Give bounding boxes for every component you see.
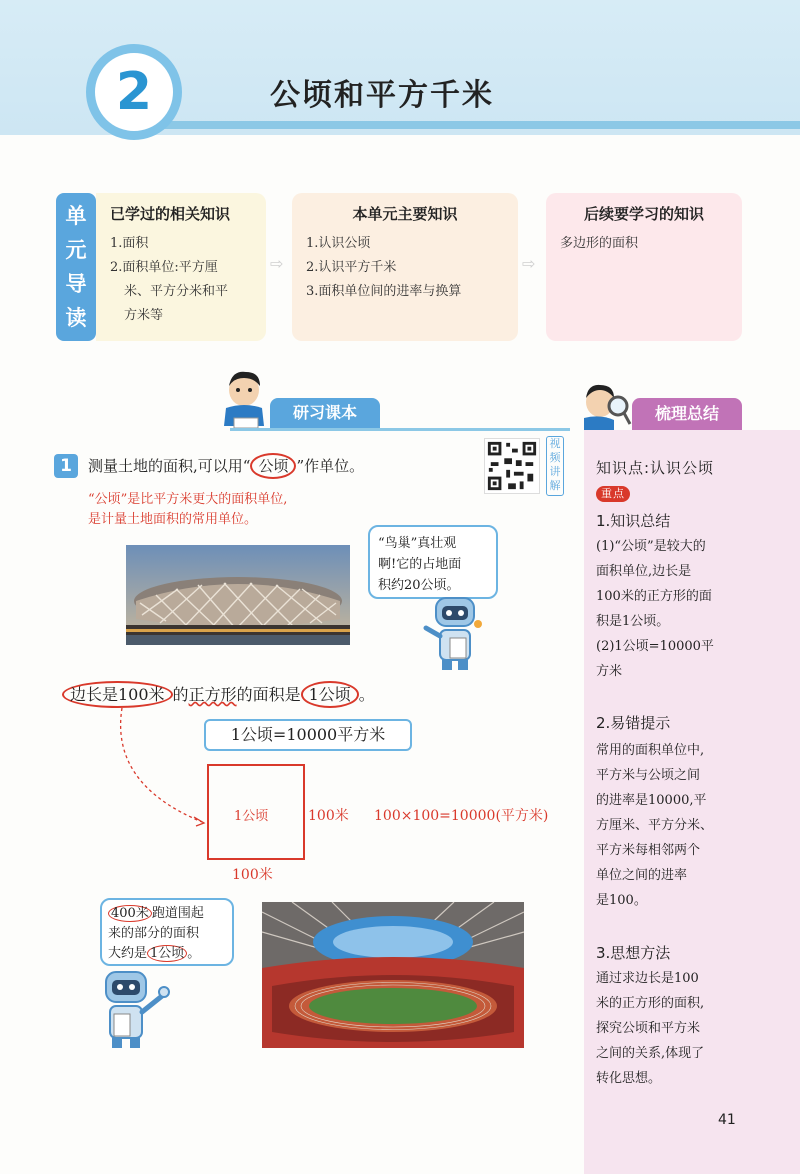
question-text <box>88 455 364 476</box>
summary-section-body <box>596 966 746 1091</box>
summary-line: 米的正方形的面积, <box>596 996 705 1011</box>
bubble-line <box>108 904 226 924</box>
summary-line: 之间的关系,体现了 <box>596 1046 705 1061</box>
summary-line: (1)“公顷”是较大的 <box>596 539 706 554</box>
definition-line: “公顷”是比平方米更大的面积单位, <box>88 492 288 507</box>
main-knowledge-box <box>292 193 518 341</box>
summary-line: (2)1公顷=10000平 <box>596 639 714 654</box>
dotted-arrow-icon <box>110 704 210 828</box>
summary-section-title: 3.思想方法 <box>596 944 671 962</box>
summary-line: 单位之间的进率 <box>596 868 688 883</box>
chapter-number: 2 <box>115 62 153 122</box>
unit-guide-char: 导 <box>65 271 87 296</box>
summary-section-body <box>596 738 746 913</box>
bubble-line: 啊!它的占地面 <box>378 557 462 572</box>
main-line: 3.面积单位间的进率与换算 <box>306 284 462 299</box>
main-knowledge-title: 本单元主要知识 <box>352 205 458 223</box>
unit-guide-tab <box>56 193 96 341</box>
side-length-bottom: 100米 <box>232 867 273 883</box>
hectare-definition-sentence <box>62 682 375 705</box>
bubble-line: 来的部分的面积 <box>108 926 200 941</box>
main-line: 2.认识平方千米 <box>306 260 397 275</box>
summary-line: 的进率是10000,平 <box>596 793 707 808</box>
next-knowledge-title: 后续要学习的知识 <box>583 205 704 223</box>
bubble-text: 大约是 <box>108 946 148 961</box>
summary-section-title: 2.易错提示 <box>596 714 671 732</box>
summary-knowledge-point <box>596 456 746 504</box>
side-length-right: 100米 <box>308 808 349 824</box>
prior-line: 米、平方分米和平 <box>124 284 229 299</box>
circled-400m: 400米 <box>108 905 152 922</box>
sentence-part: 的面积是 <box>236 685 301 704</box>
sentence-part: 。 <box>358 685 375 704</box>
bubble-text: 跑道围起 <box>151 906 204 921</box>
question-text-part: 测量土地的面积,可以用“ <box>88 457 251 475</box>
birds-nest-exterior-photo <box>126 545 350 645</box>
boy-magnifier-icon <box>578 380 634 430</box>
term-hectare: 公顷 <box>250 453 296 479</box>
study-tab-underline <box>230 428 570 431</box>
arrow-right-icon: ⇨ <box>522 254 536 273</box>
tab-summary: 梳理总结 <box>632 398 742 430</box>
question-text-part: ”作单位。 <box>296 457 365 475</box>
summary-line: 方米 <box>596 664 623 679</box>
next-line: 多边形的面积 <box>560 236 639 251</box>
bubble-text: 。 <box>187 946 201 961</box>
sentence-part: 的 <box>172 685 189 704</box>
key-point-badge: 重点 <box>596 486 630 502</box>
robot-mascot-icon <box>96 966 176 1050</box>
prior-knowledge-title: 已学过的相关知识 <box>110 205 231 223</box>
summary-line: 积是1公顷。 <box>596 614 670 629</box>
prior-line: 2.面积单位:平方厘 <box>110 260 218 275</box>
summary-line: 100米的正方形的面 <box>596 589 712 604</box>
underlined-square: 正方形 <box>188 685 237 704</box>
summary-line: 是100。 <box>596 893 647 908</box>
prior-knowledge-box <box>96 193 266 341</box>
header-divider <box>150 121 800 129</box>
unit-guide-char: 单 <box>65 203 87 228</box>
summary-line: 常用的面积单位中, <box>596 743 705 758</box>
summary-section-title: 1.知识总结 <box>596 512 671 530</box>
summary-line: 平方米每相邻两个 <box>596 843 701 858</box>
hectare-equation: 1公顷=10000平方米 <box>204 719 412 751</box>
summary-line: 方厘米、平方分米、 <box>596 818 714 833</box>
stadium-interior-photo <box>262 902 524 1048</box>
summary-line: 探究公顷和平方米 <box>596 1021 701 1036</box>
bubble-line: 积约20公顷。 <box>378 578 460 593</box>
definition-line: 是计量土地面积的常用单位。 <box>88 512 258 527</box>
prior-line: 方米等 <box>124 308 164 323</box>
summary-line: 转化思想。 <box>596 1071 662 1086</box>
qr-code-icon[interactable] <box>484 438 540 494</box>
summary-line: 平方米与公顷之间 <box>596 768 701 783</box>
next-knowledge-box <box>546 193 742 341</box>
arrow-right-icon: ⇨ <box>270 254 284 273</box>
speech-bubble-track <box>100 898 234 966</box>
circled-one-hectare-bubble: 1公顷 <box>147 945 187 962</box>
circled-side-length: 边长是100米 <box>62 681 173 708</box>
square-label: 1公顷 <box>234 809 269 824</box>
definition-note <box>88 490 287 530</box>
main-line: 1.认识公顷 <box>306 236 371 251</box>
unit-guide-char: 元 <box>65 237 87 262</box>
knowledge-point-title: 知识点:认识公顷 <box>596 459 715 477</box>
unit-guide-char: 读 <box>65 305 87 330</box>
circled-one-hectare: 1公顷 <box>301 681 359 708</box>
chapter-title: 公顷和平方千米 <box>270 78 494 113</box>
boy-reading-icon <box>216 366 274 432</box>
summary-line: 面积单位,边长是 <box>596 564 692 579</box>
bubble-line: “鸟巢”真壮观 <box>378 536 457 551</box>
chapter-number-badge <box>86 44 182 140</box>
tab-study: 研习课本 <box>270 398 380 428</box>
area-calculation: 100×100=10000(平方米) <box>374 808 549 824</box>
prior-line: 1.面积 <box>110 236 149 251</box>
question-number-badge: 1 <box>54 454 78 478</box>
bubble-line <box>108 944 226 964</box>
speech-bubble-birds-nest <box>368 525 498 599</box>
summary-line: 通过求边长是100 <box>596 971 699 986</box>
summary-section-body <box>596 534 746 684</box>
video-lecture-label[interactable]: 视频讲解 <box>546 436 564 496</box>
robot-mascot-icon <box>420 594 490 672</box>
page-number: 41 <box>718 1112 736 1128</box>
